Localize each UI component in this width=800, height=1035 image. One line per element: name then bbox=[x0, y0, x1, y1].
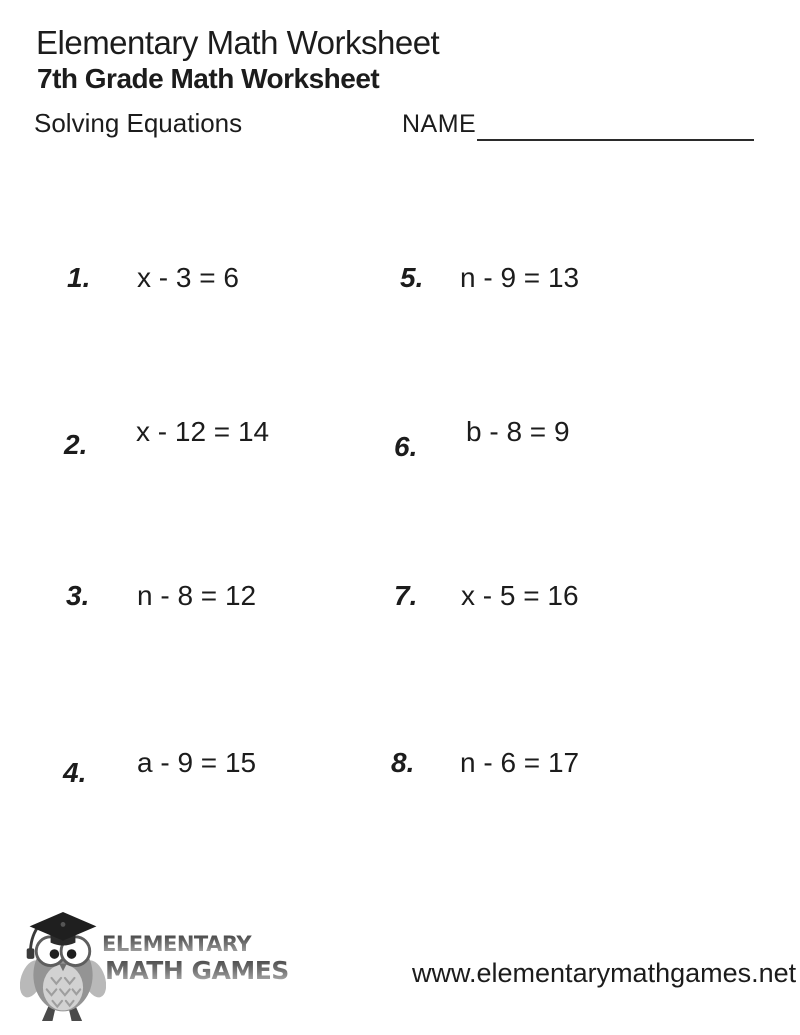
name-label: NAME bbox=[402, 110, 477, 138]
problem-equation: b - 8 = 9 bbox=[466, 416, 570, 447]
problem-equation: x - 12 = 14 bbox=[136, 416, 270, 447]
logo-wordmark bbox=[102, 934, 289, 983]
logo-text-line1: ELEMENTARY bbox=[102, 934, 289, 955]
name-blank-line bbox=[477, 114, 754, 141]
problem-equation: n - 9 = 13 bbox=[460, 262, 580, 293]
problem-number: 2. bbox=[64, 429, 88, 460]
problem-number: 4. bbox=[63, 757, 87, 788]
problem-number: 7. bbox=[394, 580, 418, 611]
problem-number: 3. bbox=[66, 580, 90, 611]
worksheet-subtitle: 7th Grade Math Worksheet bbox=[37, 63, 380, 94]
topic-label: Solving Equations bbox=[34, 108, 243, 138]
problem-equation: x - 5 = 16 bbox=[461, 580, 579, 611]
problem-number: 5. bbox=[400, 262, 424, 293]
problem-number: 8. bbox=[391, 747, 415, 778]
problem-number: 1. bbox=[67, 262, 91, 293]
problem-equation: n - 6 = 17 bbox=[460, 747, 580, 778]
worksheet-title: Elementary Math Worksheet bbox=[36, 24, 440, 61]
problem-equation: x - 3 = 6 bbox=[137, 262, 239, 293]
owl-graduation-cap-icon bbox=[20, 906, 106, 1026]
problem-number: 6. bbox=[394, 431, 418, 462]
website-url: www.elementarymathgames.net bbox=[412, 958, 797, 988]
problem-equation: a - 9 = 15 bbox=[137, 747, 257, 778]
problem-equation: n - 8 = 12 bbox=[137, 580, 257, 611]
logo-text-line2: MATH GAMES bbox=[105, 956, 289, 985]
